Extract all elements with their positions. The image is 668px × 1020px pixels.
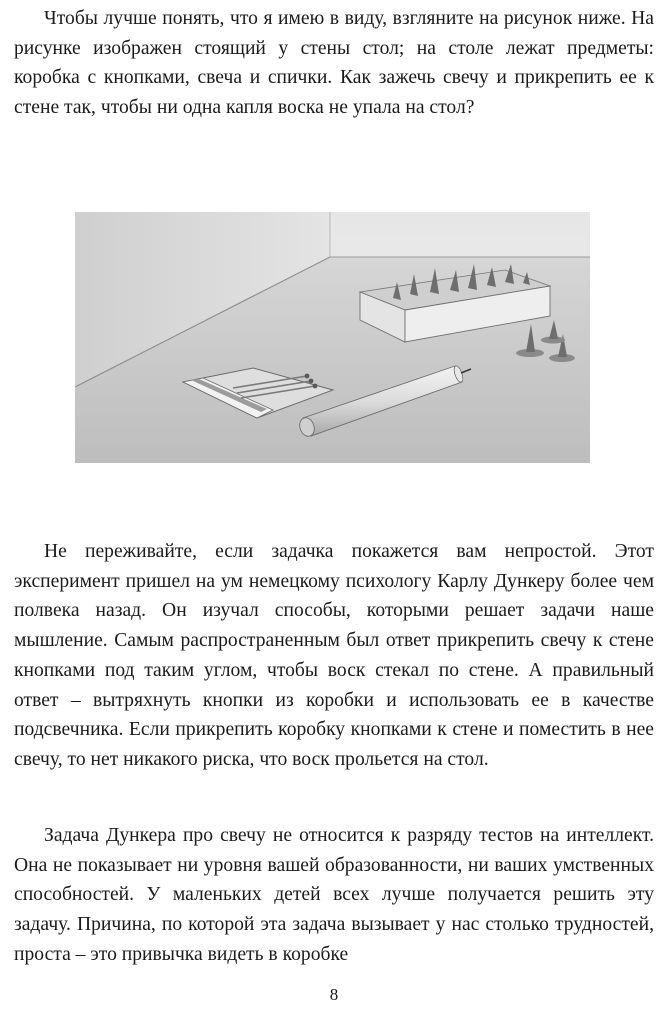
page-number: 8 [329,985,339,1004]
paragraph-intelligence: Задача Дункера про свечу не относится к разряду тестов на интеллект. Она не показывает ни уровня вашей образованности, ни ваших умственных способностей. У маленьких детей всех лучше получается решить эту задачу. Причина, по которой эта задача вызывает у нас столько трудностей, проста – это привычка видеть в коробке [14,825,654,965]
paragraph-duncker-experiment: Не переживайте, если задачка покажется вам непростой. Этот эксперимент пришел на ум немецкому психологу Карлу Дункеру более чем полвека назад. Он изучал способы, которыми решает задачи наше мышление. Самым распространенным был ответ прикрепить свечу к стене кнопками под таким углом, чтобы воск стекал по стене. А правильный ответ – вытряхнуть кнопки из коробки и использовать ее в качестве подсвечника. Если прикрепить коробку кнопками к стене и поместить в нее свечу, то нет никакого риска, что воск прольется на стол. [14,541,654,770]
paragraph-intro: Чтобы лучше понять, что я имею в виду, взгляните на рисунок ниже. На рисунке изображен стоящий у стены стол; на столе лежат предметы: коробка с кнопками, свеча и спички. Как зажечь свечу и прикрепить ее к стене так, чтобы ни одна капля воска не упала на стол? [14,8,654,119]
candle-problem-illustration [75,212,590,463]
